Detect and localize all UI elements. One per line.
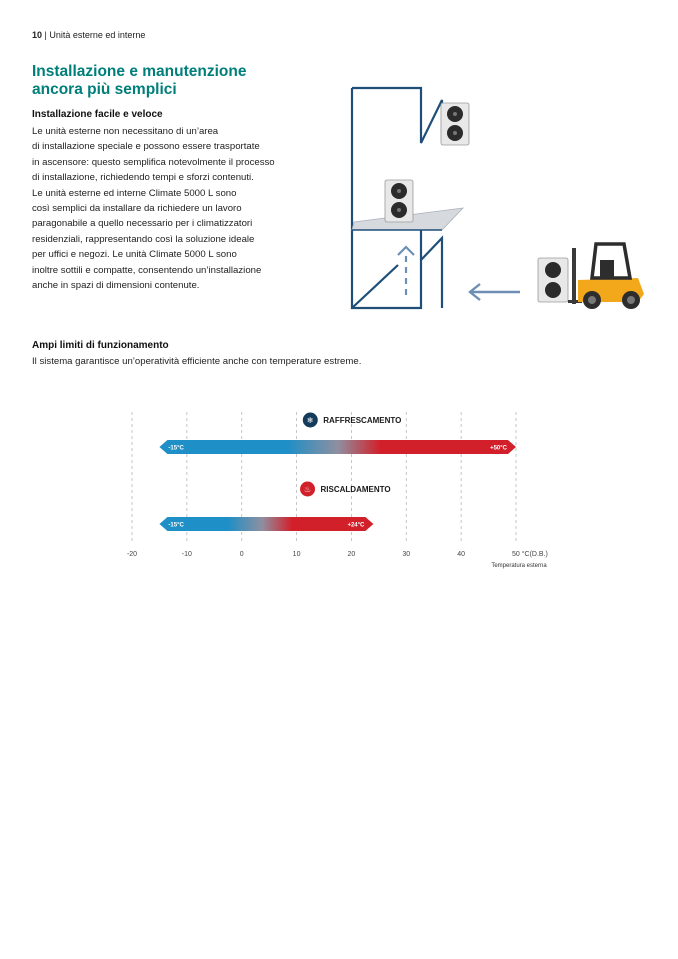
section-title: Unità esterne ed interne	[49, 30, 146, 40]
page-number: 10	[32, 30, 43, 40]
series-name: RISCALDAMENTO	[320, 485, 391, 494]
install-line: Le unità esterne ed interne Climate 5000 L sono	[32, 187, 237, 199]
install-paragraph	[32, 124, 332, 293]
x-tick-label: -20	[126, 551, 138, 558]
title-line-1: Installazione e manutenzione	[32, 63, 247, 80]
svg-text:❄: ❄	[306, 416, 314, 425]
install-line: per uffici e negozi. Le unità Climate 5000 L sono	[32, 249, 237, 261]
elevator-up-arrow	[398, 247, 414, 295]
install-line: paragonabile a quello necessario per i climatizzatori	[32, 218, 253, 230]
x-axis-label: Temperatura esterna	[491, 563, 547, 569]
x-tick-label: 0	[239, 551, 244, 558]
install-line: anche in spazi di dimensioni contenute.	[32, 280, 200, 292]
range-max-label: +50°C	[490, 445, 507, 452]
page-title	[32, 63, 332, 99]
install-line: così semplici da installare da richiedere un lavoro	[32, 203, 242, 215]
install-line: inoltre sottili e compatte, consentendo un’installazione	[32, 264, 262, 276]
range-min-label: -15°C	[168, 445, 184, 452]
range-bar-raffrescamento	[159, 440, 516, 454]
horizontal-arrow	[470, 284, 520, 300]
snowflake-icon	[303, 413, 318, 428]
x-tick-label: 40	[457, 551, 466, 558]
install-line: in ascensore: questo semplifica notevolmente il processo	[32, 156, 275, 168]
title-line-2: ancora più semplici	[32, 81, 177, 98]
x-tick-label: 10	[292, 551, 301, 558]
x-tick-label: -10	[181, 551, 192, 558]
page-header	[32, 30, 145, 40]
flame-icon	[300, 482, 315, 497]
header-separator: |	[42, 30, 50, 40]
install-line: residenziali, rappresentando così la soluzione ideale	[32, 233, 255, 245]
range-min-label: -15°C	[168, 522, 184, 529]
limits-text: Il sistema garantisce un’operatività efficiente anche con temperature estreme.	[32, 356, 362, 367]
outdoor-unit-floor	[385, 180, 413, 222]
series-name: RAFFRESCAMENTO	[323, 416, 402, 425]
install-heading: Installazione facile e veloce	[32, 109, 163, 120]
installation-illustration	[340, 80, 660, 320]
outdoor-unit-wall	[441, 103, 469, 145]
x-tick-label: 30	[402, 551, 411, 558]
range-bar-riscaldamento	[159, 517, 373, 531]
x-tick-label: 50 °C(D.B.)	[512, 551, 548, 558]
limits-heading: Ampi limiti di funzionamento	[32, 340, 169, 351]
install-line: di installazione speciale e possono essere trasportate	[32, 141, 260, 153]
range-max-label: +24°C	[347, 522, 365, 529]
install-line: di installazione, richiedendo tempi e sforzi contenuti.	[32, 172, 254, 184]
operating-limits-chart	[110, 400, 580, 575]
x-tick-label: 20	[347, 551, 356, 558]
svg-text:♨: ♨	[303, 485, 312, 494]
forklift	[538, 244, 644, 309]
install-line: Le unità esterne non necessitano di un’area	[32, 126, 219, 137]
